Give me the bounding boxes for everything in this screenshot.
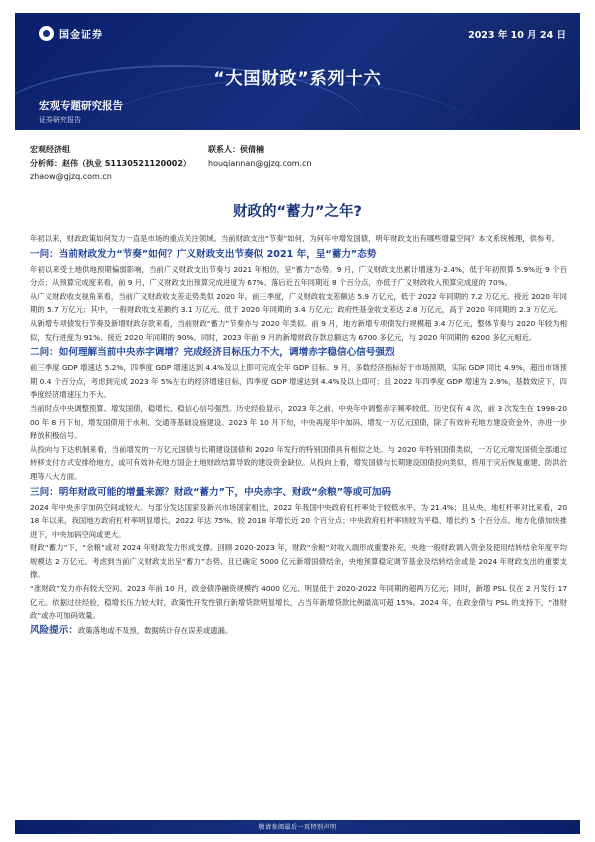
body-paragraph: 2024 年中央赤字加码空间或较大。与部分发达国家及新兴市场国家相比，2022 年我国中央政府杠杆率处于较低水平、为 21.4%；且从央、地杠杆率对比来看，2018 年以来，我国地方政府杠杆率明显增长，2022 年达 75%、较 2018 年增长近 20 个百分点；中央政府杠杆率则较为平稳、增长约 5 个百分点。地方化债加快推进下，中央加码空间或更大。 — [30, 502, 567, 539]
analyst-name: 分析师：赵伟（执业 S1130521120002） — [30, 158, 191, 168]
page-number: 1 — [567, 822, 573, 832]
contact-name: 联系人：侯倩楠 — [208, 145, 264, 154]
logo-icon — [39, 26, 54, 41]
contact-block — [208, 143, 312, 170]
report-subtype: 证券研究报告 — [39, 116, 81, 124]
risk-note — [30, 623, 567, 638]
report-date: 2023 年 10 月 24 日 — [468, 30, 566, 41]
body-paragraph: 从投向与下达机制来看，当前增发的一万亿元国债与长期建设国债和 2020 年发行的特别国债具有相似之处。与 2020 年特别国债类似，一万亿元增发国债全部通过转移支付方式安排给地方，或可有效补充地方国企土地财政结算导致的建设资金缺位。从投向上看，增发国债与长期建设国债投向类似，将用于灾后恢复重建、防洪治理等八大方面。 — [30, 444, 567, 481]
report-type: 宏观专题研究报告 — [39, 100, 123, 112]
report-title: 财政的“蓄力”之年? — [233, 204, 362, 220]
logo-text: 国金证券 — [59, 30, 103, 41]
analyst-email: zhaow@gjzq.com.cn — [30, 172, 112, 181]
brand-logo — [39, 26, 103, 41]
research-group: 宏观经济组 — [30, 145, 70, 154]
risk-text: 政策落地或不及预，数据统计存在误差或遗漏。 — [77, 625, 233, 635]
section-heading: 二问：如何理解当前中央赤字调增？完成经济目标压力不大，调增赤字稳信心信号强烈 — [30, 347, 395, 359]
body-paragraph: 前三季度 GDP 增速达 5.2%，四季度 GDP 增速达到 4.4%及以上即可完成全年 GDP 目标。9 月，多数经济指标好于市场预期，实际 GDP 同比 4.9%，超出市场预期 0.4 个百分点，考虑到完成 2023 年 5%左右的经济增速目标，四季度 GDP 增速达到 4.4%及以上即可；且 2022 年四季度 GDP 增速为 2.9%，基数效应下，四季度经济增速压力不大。 — [30, 363, 567, 400]
footer-disclaimer: 敬请参阅最后一页特别声明 — [258, 824, 337, 831]
body-paragraph: “准财政”发力亦有较大空间。2023 年前 10 月，政金债净融资规模约 4000 亿元、明显低于 2020-2022 年同期的超两万亿元；同时，新增 PSL 仅在 2 月发行 17 亿元。依据过往经验，稳增长压力较大时，政策性开发性银行新增贷款明显增长，占当年新增贷款比例最高可超 15%。2024 年，在政金债与 PSL 的支持下，“准财政”或亦可加码效量。 — [30, 584, 567, 621]
risk-label: 风险提示： — [30, 624, 78, 636]
section-heading: 一问：当前财政发力“节奏”如何？广义财政支出节奏似 2021 年，呈“蓄力”态势 — [30, 248, 377, 260]
footer-bar — [15, 820, 580, 834]
body-paragraph: 年初以来受土地供地预期偏弱影响，当前广义财政支出节奏与 2021 年相仿，呈“蓄力”态势。9 月，广义财政支出累计增速为-2.4%，低于年初预算 5.9%近 9 个百分点；从预算完成度来看，前 9 月，广义财政支出预算完成进度为 67%、落后近五年同期近 8 个百分点，亦低于广义财政收入预算完成度的 70%。 — [30, 264, 567, 288]
author-block — [30, 143, 191, 184]
contact-email: houqiannan@gjzq.com.cn — [208, 158, 312, 168]
body-paragraph: 从新增专项债发行节奏及新增财政存款来看，当前财政“蓄力”节奏亦与 2020 年类似。前 9 月，地方新增专项债发行规模超 3.4 万亿元，整体节奏与 2020 年较为相似，发行进度为 91%、接近 2020 年同期的 90%。同时，2023 年前 9 月的新增财政存款总额达为 6700 多亿元，与 2020 年同期的 6200 多亿元相近。 — [30, 318, 567, 342]
intro-paragraph: 年初以来，财政政策如何发力一直是市场的重点关注领域。当前财政支出“节奏”如何、为何年中增发国债，明年财政支出有哪些增量空间？本文系统梳理，供参考。 — [30, 234, 560, 243]
header-banner — [15, 13, 580, 130]
body-paragraph: 从广义财政收支视角来看，当前广义财政收支差走势类似 2020 年。前三季度，广义财政收支差额达 5.9 万亿元，低于 2022 年同期的 7.2 万亿元、接近 2020 年同期的 5.7 万亿元；其中，一般财政收支差额约 3.1 万亿元、低于 2020 年同期的 3.4 万亿元；政府性基金收支差达 2.8 万亿元，高于 2020 年同期的 2.3 万亿元。 — [30, 291, 567, 315]
report-body — [30, 232, 567, 638]
body-paragraph: 财政“蓄力”下，“余粮”或对 2024 年财政发力形成支撑。回顾 2020-2023 年，财政“余粮”对收入端形成重要补充，央地一般财政调入资金及使用结转结余年度平均规模达 2 万亿元。考虑到当前广义财政支出呈“蓄力”态势、且已确定 5000 亿元新增国债结余，央地预算稳定调节基金及结转结余或是 2024 年财政支出的重要支撑。 — [30, 543, 567, 580]
body-paragraph: 当前时点中央调整预算、增发国债，稳增长、稳信心信号强烈。历史经验显示，2023 年之前，中央年中调整赤字频率较低、历史仅有 4 次，前 3 次发生在 1998-2000 年 8 月下旬，增发国债用于水利、交通等基础设施建设。2023 年 10 月下旬，中央再度年中加码、增发一万亿元国债，除了有效补充地方建设资金外，亦进一步释放积极信号。 — [30, 403, 567, 441]
series-title: “大国财政”系列十六 — [213, 69, 382, 89]
section-heading: 三问：明年财政可能的增量来源？财政“蓄力”下，中央赤字、财政“余粮”等或可加码 — [30, 486, 392, 498]
